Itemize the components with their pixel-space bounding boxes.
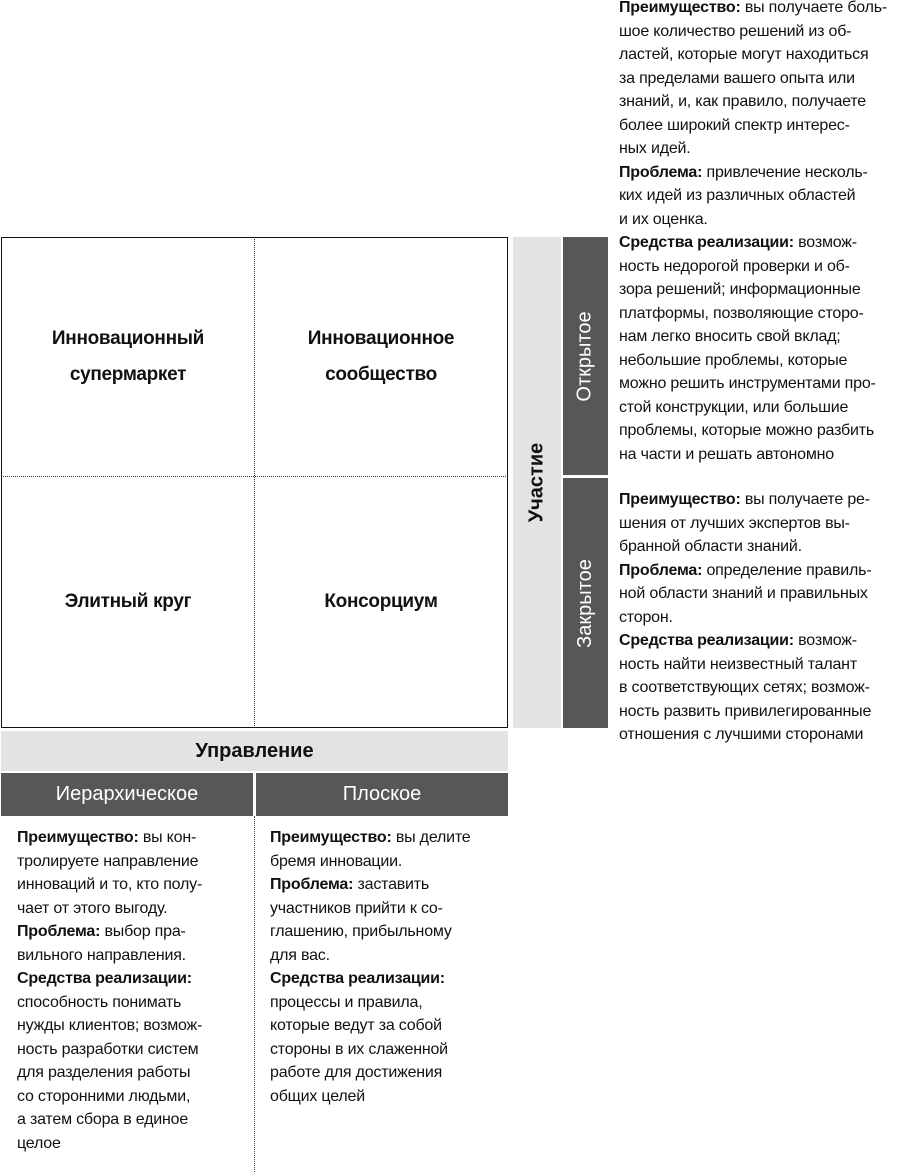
governance-hierarchical-band: [1, 773, 253, 816]
cell-elite-circle-label: Элитный круг: [64, 591, 192, 612]
open-notes: [619, 0, 919, 466]
cell-innovation-community-label: Инновационное сообщество: [307, 328, 455, 385]
open-means-text: возмож- ность недорогой проверки и об- зора решений; информационные платформы, позволяющие сторо- нам легко вносить свой вклад; небольшие проблемы, которые можно решить инструментами про- стой конструкции, или большие проблемы, которые можно разбить на части и решать автономно: [619, 234, 876, 463]
governance-axis: [1, 731, 508, 771]
cell-consortium-label: Консорциум: [324, 591, 438, 612]
hierarchical-problem-text: выбор пра- вильного направления.: [17, 923, 186, 964]
governance-hierarchical-label: Иерархическое: [55, 783, 199, 805]
closed-problem-label: Проблема:: [619, 561, 703, 579]
open-means-label: Средства реализации:: [619, 234, 794, 251]
hierarchical-advantage-label: Преимущество:: [17, 829, 139, 846]
flat-notes: [270, 826, 505, 1108]
participation-closed-band: [563, 478, 608, 728]
open-problem-text: привлечение несколь- ких идей из различных областей и их оценка.: [619, 163, 868, 228]
cell-innovation-supermarket: [2, 238, 254, 476]
hierarchical-notes: [17, 826, 249, 1155]
participation-axis: [513, 237, 561, 728]
governance-notes-divider: [254, 816, 255, 1172]
participation-closed-label: Закрытое: [574, 558, 597, 648]
governance-axis-label: Управление: [195, 739, 314, 762]
open-advantage-text: вы получаете боль- шое количество решений из об- ластей, которые могут находиться за пределами вашего опыта или знаний, и, как правило, получаете более широкий спектр интерес- ных идей.: [619, 0, 888, 157]
closed-means-label: Средства реализации:: [619, 632, 794, 649]
participation-open-band: [563, 237, 608, 475]
cell-innovation-supermarket-label: Инновационный супермаркет: [51, 328, 205, 385]
hierarchical-advantage-text: вы кон- тролируете направление инноваций и то, кто полу- чает от этого выгоду.: [17, 829, 203, 917]
hierarchical-means-text: способность понимать нужды клиентов; возмож- ность разработки систем для разделения работы со сторонними людьми, а затем сбора в единое целое: [17, 993, 203, 1152]
closed-notes: [619, 488, 919, 747]
cell-innovation-community: [255, 238, 507, 476]
closed-problem-text: определение правиль- ной области знаний и правильных сторон.: [619, 561, 872, 626]
flat-means-text: процессы и правила, которые ведут за собой стороны в их слаженной работе для достижения общих целей: [270, 993, 448, 1105]
flat-means-label: Средства реализации:: [270, 970, 445, 987]
flat-advantage-text: вы делите бремя инновации.: [270, 829, 471, 870]
participation-axis-label: Участие: [525, 442, 548, 523]
open-problem-label: Проблема:: [619, 163, 703, 181]
closed-advantage-label: Преимущество:: [619, 491, 741, 508]
closed-means-text: возмож- ность найти неизвестный талант в соответствующих сетях; возмож- ность развить привилегированные отношения с лучшими сторонами: [619, 632, 872, 743]
closed-advantage-text: вы получаете ре- шения от лучших экспертов вы- бранной области знаний.: [619, 491, 870, 555]
flat-problem-text: заставить участников прийти к со- глашению, прибыльному для вас.: [270, 876, 452, 964]
hierarchical-means-label: Средства реализации:: [17, 970, 192, 987]
open-advantage-label: Преимущество:: [619, 0, 741, 16]
flat-problem-label: Проблема:: [270, 876, 354, 893]
governance-flat-label: Плоское: [342, 783, 422, 805]
cell-elite-circle: [2, 477, 254, 727]
hierarchical-problem-label: Проблема:: [17, 923, 101, 940]
governance-flat-band: [256, 773, 508, 816]
flat-advantage-label: Преимущество:: [270, 829, 392, 846]
cell-consortium: [255, 477, 507, 727]
participation-open-label: Открытое: [574, 310, 596, 402]
